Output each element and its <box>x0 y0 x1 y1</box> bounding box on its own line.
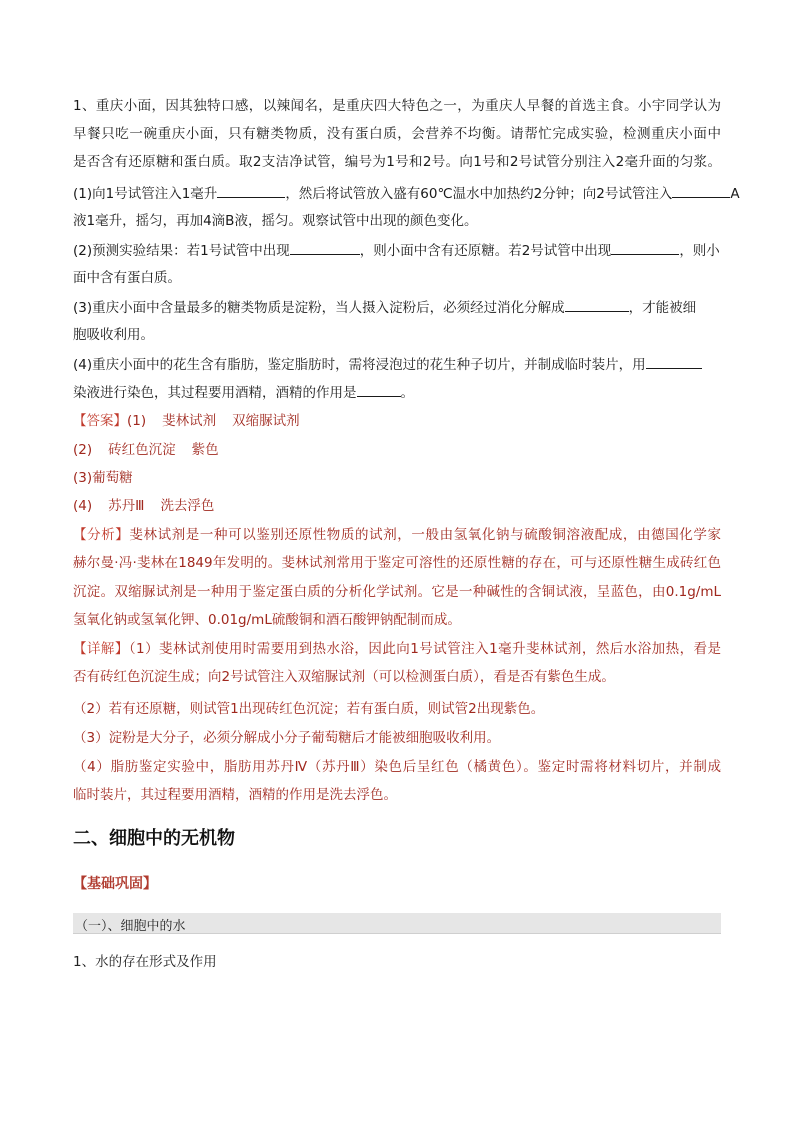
answer-blank <box>611 241 679 255</box>
answer-blank <box>357 383 401 397</box>
analysis-line-1 <box>73 526 721 544</box>
answer-label: 【答案】 <box>73 413 127 429</box>
answer-1-item-a: 斐林试剂 <box>162 413 217 429</box>
sub-heading-bar <box>73 913 721 934</box>
detail-line-4: （3）淀粉是大分子，必须分解成小分子葡萄糖后才能被细胞吸收利用。 <box>73 730 501 746</box>
detail-text-1: （1）斐林试剂使用时需要用到热水浴，因此向1号试管注入1毫升斐林试剂，然后水浴加热，看是 <box>128 641 721 657</box>
answer-2-item-b: 紫色 <box>191 442 219 458</box>
section-title: 二、细胞中的无机物 <box>73 828 235 849</box>
detail-line-2: 否有砖红色沉淀生成；向2号试管注入双缩脲试剂（可以检测蛋白质），看是否有紫色生成。 <box>73 669 615 685</box>
question-intro-line-2: 早餐只吃一碗重庆小面，只有糖类物质，没有蛋白质，会营养不均衡。请帮忙完成实验，检测重庆小面中 <box>73 126 721 142</box>
question-intro-line-3: 是否含有还原糖和蛋白质。取2支洁净试管，编号为1号和2号。向1号和2号试管分别注入2毫升面的匀浆。 <box>73 154 721 170</box>
question-part-4-line-2 <box>73 383 721 402</box>
q2-text-c: ，则小 <box>679 243 720 259</box>
question-part-4-line-1 <box>73 355 721 374</box>
answer-4-index: (4) <box>73 498 93 514</box>
answer-blank <box>217 184 285 198</box>
analysis-line-3: 沉淀。双缩脲试剂是一种用于鉴定蛋白质的分析化学试剂。它是一种碱性的含铜试液，呈蓝色，由0.1g/mL <box>73 584 721 600</box>
q2-text-b: ，则小面中含有还原糖。若2号试管中出现 <box>359 243 612 259</box>
answer-4-item-b: 洗去浮色 <box>160 498 215 514</box>
analysis-line-4: 氢氧化钠或氢氧化钾、0.01g/mL硫酸铜和酒石酸钾钠配制而成。 <box>73 612 461 628</box>
answer-1-item-b: 双缩脲试剂 <box>232 413 300 429</box>
q4-text-b: 染液进行染色，其过程要用酒精，酒精的作用是 <box>73 385 357 401</box>
answer-line-1 <box>73 412 721 430</box>
item-heading-1: 1、水的存在形式及作用 <box>73 954 217 970</box>
detail-line-1 <box>73 640 721 658</box>
question-part-1-line-1 <box>73 184 740 203</box>
answer-blank <box>565 298 629 312</box>
detail-line-5: （4）脂肪鉴定实验中，脂肪用苏丹Ⅳ（苏丹Ⅲ）染色后呈红色（橘黄色）。鉴定时需将材料切片，并制成 <box>73 759 721 775</box>
q4-text-c: 。 <box>400 385 414 401</box>
answer-2-item-a: 砖红色沉淀 <box>108 442 176 458</box>
q1-text-b: ，然后将试管放入盛有60℃温水中加热约2分钟；向2号试管注入 <box>285 186 673 202</box>
sub-heading: （一）、细胞中的水 <box>75 919 186 934</box>
question-intro-line-1: 1、重庆小面，因其独特口感，以辣闻名，是重庆四大特色之一，为重庆人早餐的首选主食。小宇同学认为 <box>73 98 721 114</box>
answer-blank <box>646 355 702 369</box>
analysis-label: 【分析】 <box>73 527 130 543</box>
q2-text-a: (2)预测实验结果：若1号试管中出现 <box>73 243 290 259</box>
question-part-2-line-1 <box>73 241 721 260</box>
q3-text-a: (3)重庆小面中含量最多的糖类物质是淀粉，当人摄入淀粉后，必须经过消化分解成 <box>73 300 565 316</box>
q1-text-c: A <box>730 186 740 202</box>
question-part-3-line-1 <box>73 298 721 317</box>
analysis-line-2: 赫尔曼·冯·斐林在1849年发明的。斐林试剂常用于鉴定可溶性的还原性糖的存在，可与还原性糖生成砖红色 <box>73 555 721 571</box>
q1-text-a: (1)向1号试管注入1毫升 <box>73 186 218 202</box>
q3-text-b: ，才能被细 <box>628 300 697 316</box>
basic-consolidation-label: 【基础巩固】 <box>73 876 157 892</box>
analysis-text-1: 斐林试剂是一种可以鉴别还原性物质的试剂，一般由氢氧化钠与硫酸铜溶液配成，由德国化学家 <box>129 527 722 543</box>
question-part-2-line-2: 面中含有蛋白质。 <box>73 270 181 286</box>
question-part-3-line-2: 胞吸收利用。 <box>73 327 154 343</box>
detail-line-6: 临时装片，其过程要用酒精，酒精的作用是洗去浮色。 <box>73 787 397 803</box>
answer-4-item-a: 苏丹Ⅲ <box>108 498 145 514</box>
detail-label: 【详解】 <box>73 641 129 657</box>
answer-blank <box>672 184 730 198</box>
detail-line-3: （2）若有还原糖，则试管1出现砖红色沉淀；若有蛋白质，则试管2出现紫色。 <box>73 701 545 717</box>
answer-line-2 <box>73 441 721 459</box>
answer-blank <box>290 241 360 255</box>
answer-2-index: (2) <box>73 442 93 458</box>
q4-text-a: (4)重庆小面中的花生含有脂肪，鉴定脂肪时，需将浸泡过的花生种子切片，并制成临时装片，用 <box>73 357 646 373</box>
question-part-1-line-2: 液1毫升，摇匀，再加4滴B液，摇匀。观察试管中出现的颜色变化。 <box>73 213 478 229</box>
answer-line-4 <box>73 497 721 515</box>
answer-1-index: (1) <box>127 413 147 429</box>
answer-line-3: (3)葡萄糖 <box>73 470 133 486</box>
